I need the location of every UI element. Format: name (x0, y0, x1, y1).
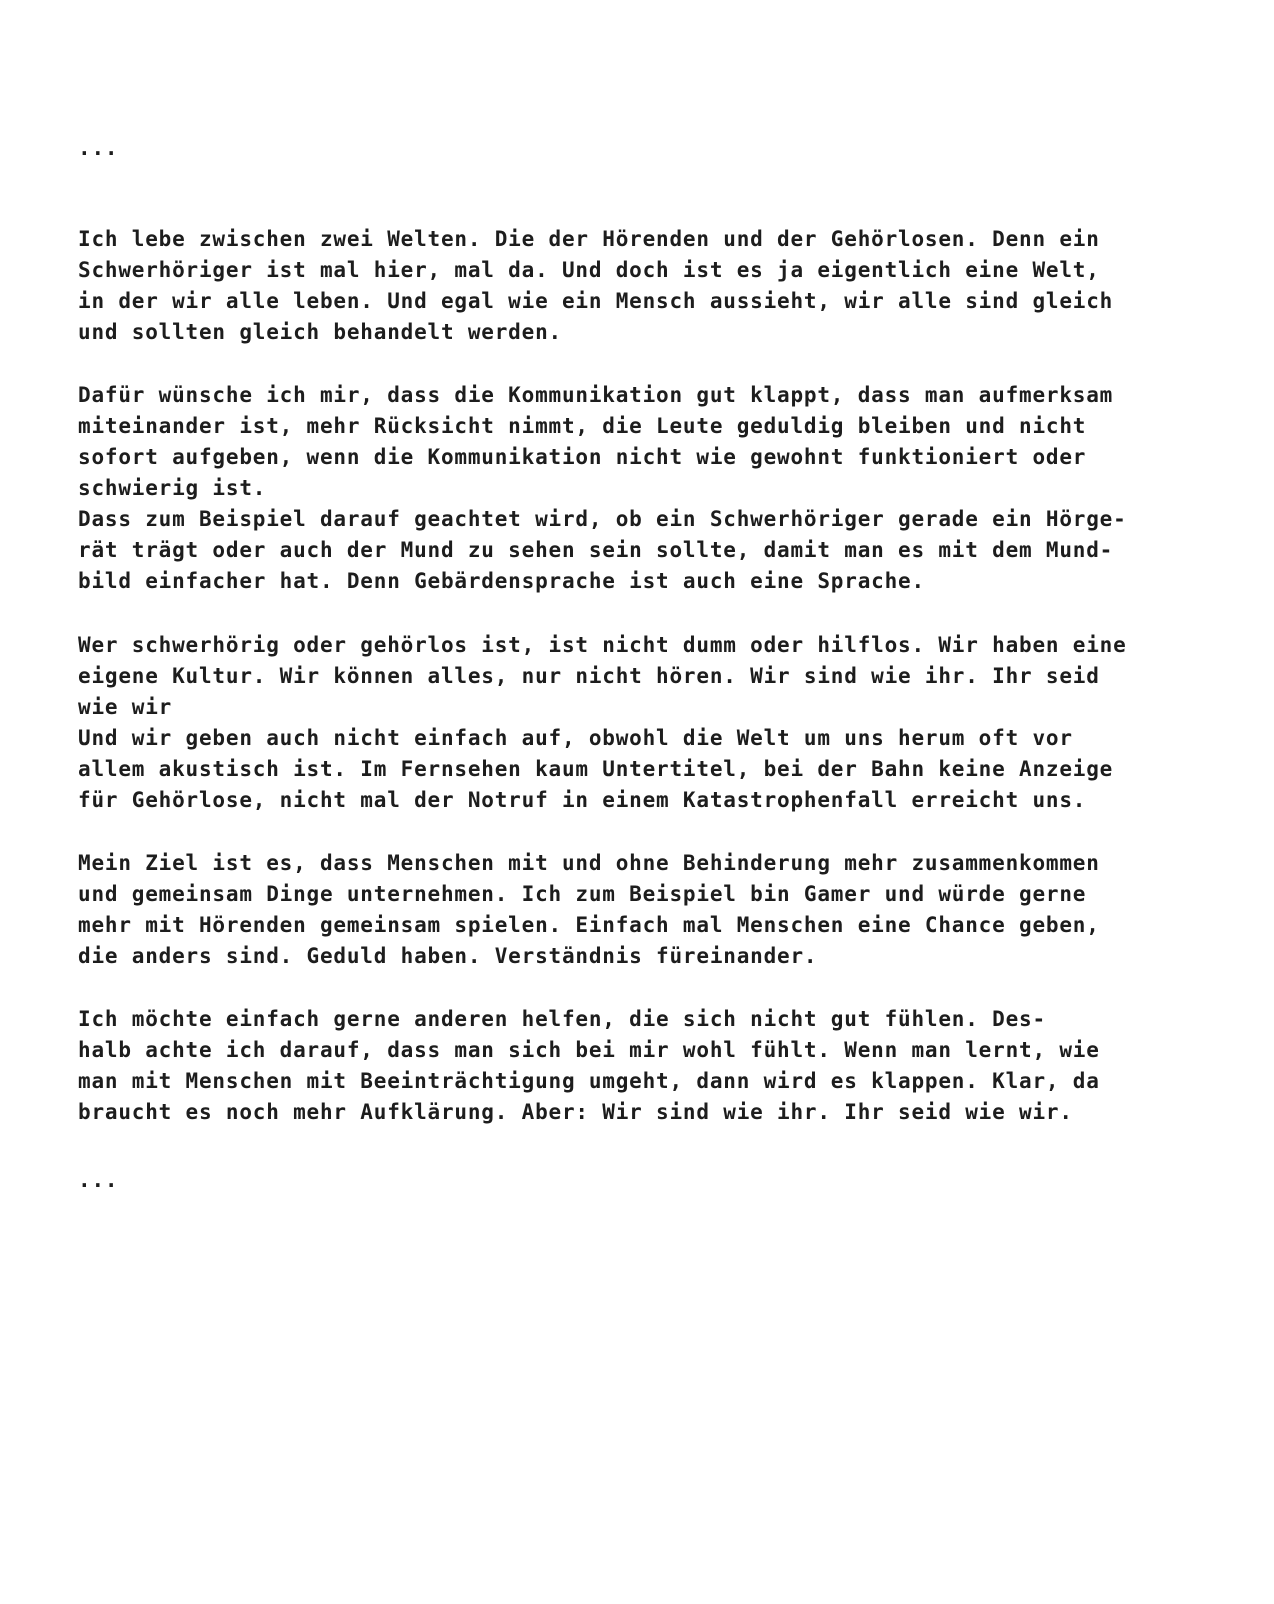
text-line: eigene Kultur. Wir können alles, nur nicht hören. Wir sind wie ihr. Ihr seid (78, 664, 1100, 688)
text-line: Mein Ziel ist es, dass Menschen mit und ohne Behinderung mehr zusammenkommen (78, 851, 1100, 875)
text-line: mehr mit Hörenden gemeinsam spielen. Einfach mal Menschen eine Chance geben, (78, 913, 1100, 937)
paragraph (78, 848, 1198, 972)
text-line: Dafür wünsche ich mir, dass die Kommunikation gut klappt, dass man aufmerksam (78, 383, 1114, 407)
ellipsis-bottom: ... (78, 1168, 119, 1192)
text-line: für Gehörlose, nicht mal der Notruf in einem Katastrophenfall erreicht uns. (78, 788, 1087, 812)
text-line: miteinander ist, mehr Rücksicht nimmt, die Leute geduldig bleiben und nicht (78, 414, 1087, 438)
text-line: Wer schwerhörig oder gehörlos ist, ist nicht dumm oder hilflos. Wir haben eine (78, 633, 1127, 657)
text-line: sofort aufgeben, wenn die Kommunikation nicht wie gewohnt funktioniert oder (78, 445, 1087, 469)
text-line: rät trägt oder auch der Mund zu sehen sein sollte, damit man es mit dem Mund- (78, 538, 1114, 562)
text-line: schwierig ist. (78, 476, 267, 500)
text-line: und gemeinsam Dinge unternehmen. Ich zum Beispiel bin Gamer und würde gerne (78, 882, 1087, 906)
text-line: halb achte ich darauf, dass man sich bei mir wohl fühlt. Wenn man lernt, wie (78, 1038, 1100, 1062)
document-page (78, 0, 1198, 1604)
ellipsis-top: ... (78, 136, 119, 160)
text-line: wie wir (78, 695, 173, 719)
text-line: die anders sind. Geduld haben. Verständnis füreinander. (78, 944, 818, 968)
text-line: in der wir alle leben. Und egal wie ein Mensch aussieht, wir alle sind gleich (78, 289, 1114, 313)
text-line: braucht es noch mehr Aufklärung. Aber: Wir sind wie ihr. Ihr seid wie wir. (78, 1100, 1073, 1124)
text-line: allem akustisch ist. Im Fernsehen kaum Untertitel, bei der Bahn keine Anzeige (78, 757, 1114, 781)
text-line: bild einfacher hat. Denn Gebärdensprache ist auch eine Sprache. (78, 569, 925, 593)
text-line: Ich lebe zwischen zwei Welten. Die der Hörenden und der Gehörlosen. Denn ein (78, 227, 1100, 251)
text-line: man mit Menschen mit Beeinträchtigung umgeht, dann wird es klappen. Klar, da (78, 1069, 1100, 1093)
paragraph (78, 630, 1198, 816)
paragraph (78, 1004, 1198, 1128)
text-line: Schwerhöriger ist mal hier, mal da. Und doch ist es ja eigentlich eine Welt, (78, 258, 1100, 282)
text-line: Ich möchte einfach gerne anderen helfen, die sich nicht gut fühlen. Des- (78, 1007, 1046, 1031)
paragraph (78, 224, 1198, 348)
text-line: und sollten gleich behandelt werden. (78, 320, 562, 344)
paragraph (78, 380, 1198, 597)
text-line: Und wir geben auch nicht einfach auf, obwohl die Welt um uns herum oft vor (78, 726, 1073, 750)
text-line: Dass zum Beispiel darauf geachtet wird, ob ein Schwerhöriger gerade ein Hörge- (78, 507, 1127, 531)
